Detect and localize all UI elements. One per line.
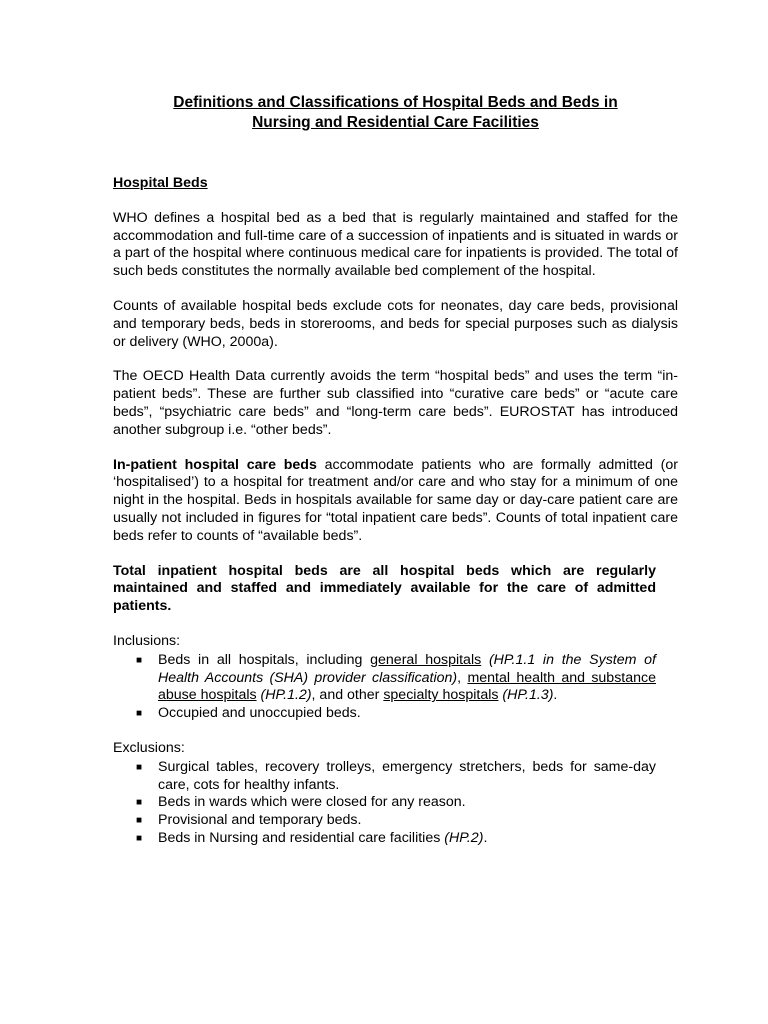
document-page <box>113 93 678 865</box>
title-line-1: Definitions and Classifications of Hospital Beds and Beds in <box>173 94 618 111</box>
paragraph-who-definition: WHO defines a hospital bed as a bed that is regularly maintained and staffed for the accommodation and full-time care of a succession of inpatients and is situated in wards or a part of the hospital where continuous medical care for inpatients is provided. The total of such beds constitutes the normally available bed complement of the hospital. <box>113 209 678 280</box>
exclusion-text: Beds in Nursing and residential care facilities <box>158 829 445 846</box>
inclusion-text: , and other <box>311 687 384 704</box>
list-item <box>113 705 678 723</box>
bullet-icon: ■ <box>136 797 143 809</box>
list-item <box>113 759 678 795</box>
bullet-icon: ■ <box>136 832 143 844</box>
exclusions-heading: Exclusions: <box>113 739 185 756</box>
exclusions-list <box>113 759 678 848</box>
bullet-icon: ■ <box>136 815 143 827</box>
paragraph-bed-exclusions: Counts of available hospital beds exclude cots for neonates, day care beds, provisional and temporary beds, beds in storerooms, and beds for special purposes such as dialysis or delivery (WHO, 2000a). <box>113 297 678 350</box>
inclusion-text: . <box>553 687 558 704</box>
page-title <box>113 93 678 133</box>
inclusion-text: , <box>457 669 468 686</box>
term-inpatient-care-beds: In-patient hospital care beds <box>113 456 317 473</box>
inclusions-heading: Inclusions: <box>113 632 181 649</box>
list-item <box>113 652 678 705</box>
bullet-icon: ■ <box>136 654 143 666</box>
inclusions-list <box>113 652 678 723</box>
bullet-icon: ■ <box>136 708 143 720</box>
paragraph-oecd-terms: The OECD Health Data currently avoids the term “hospital beds” and uses the term “in-patient beds”. These are further sub classified into “curative care beds” or “acute care beds”, “psychiatric care beds” and “long-term care beds”. EUROSTAT has introduced another subgroup i.e. “other beds”. <box>113 368 678 438</box>
exclusion-text: . <box>483 829 488 846</box>
list-item <box>113 830 678 848</box>
link-specialty-hospitals: specialty hospitals <box>383 687 499 704</box>
bullet-icon: ■ <box>136 761 143 773</box>
section-heading-hospital-beds: Hospital Beds <box>113 175 208 191</box>
title-line-2: Nursing and Residential Care Facilities <box>252 114 539 131</box>
exclusion-text: Provisional and temporary beds. <box>158 812 362 829</box>
inpatient-care-beds-definition: accommodate patients who are formally admitted (or ‘hospitalised’) to a hospital for treatment and/or care and who stay for a minimum of one night in the hospital. Beds in hospitals available for same day or day-care patient care are usually not included in figures for “total inpatient care beds”. Counts of total inpatient care beds refer to counts of “available beds”. <box>113 456 679 544</box>
paragraph-total-inpatient-beds: Total inpatient hospital beds are all hospital beds which are regularly maintained and staffed and immediately available for the care of admitted patients. <box>113 562 656 615</box>
paragraph-inpatient-care-beds <box>113 457 678 546</box>
sha-reference-hp2: (HP.2) <box>444 829 484 846</box>
sha-reference-hp13: (HP.1.3) <box>502 687 554 704</box>
exclusion-text: Surgical tables, recovery trolleys, emergency stretchers, beds for same-day care, cots for healthy infants. <box>158 758 656 793</box>
inclusion-text: Occupied and unoccupied beds. <box>158 705 361 722</box>
exclusion-text: Beds in wards which were closed for any reason. <box>158 794 466 811</box>
list-item <box>113 794 678 812</box>
sha-reference-hp12: (HP.1.2) <box>260 687 312 704</box>
inclusion-text <box>481 652 489 668</box>
inclusion-text: Beds in all hospitals, including <box>158 651 371 668</box>
link-general-hospitals: general hospitals <box>370 651 482 668</box>
list-item <box>113 812 678 830</box>
link-mental-health-hospitals: mental health and substance abuse hospitals <box>158 669 656 704</box>
sha-reference-hp11: (HP.1.1 in the System of Health Accounts (SHA) provider classification) <box>158 651 657 686</box>
